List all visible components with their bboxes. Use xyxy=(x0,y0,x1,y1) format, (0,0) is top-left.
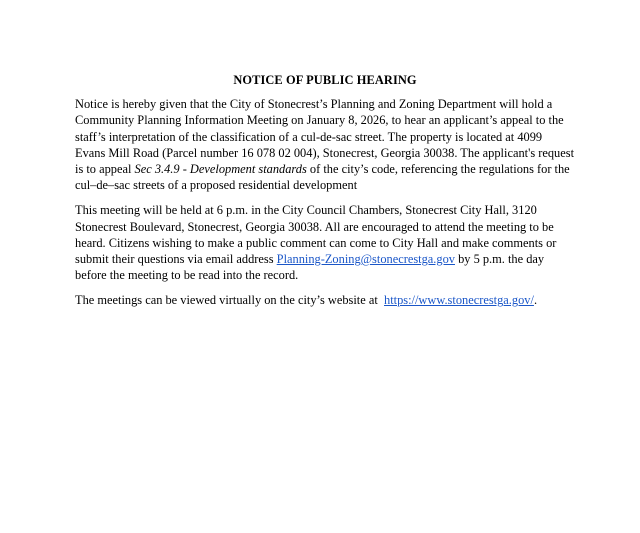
paragraph-3-lead: The meetings can be viewed virtually on the city’s website at xyxy=(75,293,384,308)
notice-title: NOTICE OF PUBLIC HEARING xyxy=(233,73,417,87)
code-section-reference: Sec 3.4.9 - Development standards xyxy=(134,162,307,177)
notice-paragraph-hearing xyxy=(75,96,575,193)
notice-paragraph-website xyxy=(75,292,575,308)
paragraph-2-tail: by 5 p.m. the day before the meeting to be read into the record. xyxy=(75,252,545,283)
paragraph-1-tail: of the city’s code, referencing the regulations for the cul–de–sac streets of a proposed residential development xyxy=(75,162,570,193)
email-link[interactable]: Planning-Zoning@stonecrestga.gov xyxy=(276,252,455,267)
notice-paragraph-meeting xyxy=(75,202,575,283)
paragraph-2-lead: This meeting will be held at 6 p.m. in the City Council Chambers, Stonecrest City Hall, 3120 Stonecrest Boulevard, Stonecrest, Georgia 30038. All are encouraged to attend the meeting to be heard. Citizens wishing to make a public comment can come to City Hall and make comments or submit their questions via email address xyxy=(75,203,557,267)
paragraph-1-lead: Notice is hereby given that the City of Stonecrest’s Planning and Zoning Department will hold a Community Planning Information Meeting on January 8, 2026, to hear an applicant’s appeal to the staff’s interpretation of the classification of a cul-de-sac street. The property is located at 4099 Evans Mill Road (Parcel number 16 078 02 004), Stonecrest, Georgia 30038. The applicant's request is to appeal xyxy=(75,97,575,177)
notice-document xyxy=(75,72,575,318)
paragraph-3-tail: . xyxy=(533,293,538,308)
website-link[interactable]: https://www.stonecrestga.gov/ xyxy=(384,293,534,308)
